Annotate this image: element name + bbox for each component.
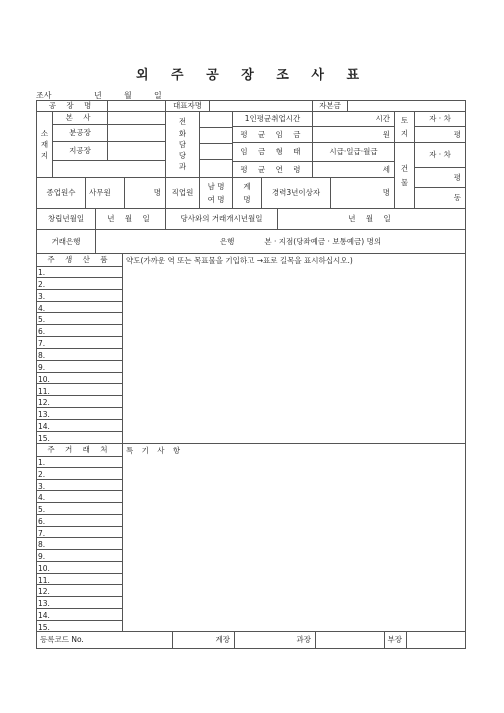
map-instruction: 약도(가까운 역 또는 목표물을 기입하고 →표로 길목을 표시하십시오.) bbox=[126, 256, 353, 265]
products-header: 주 생 산 품 bbox=[36, 253, 123, 267]
product-row[interactable] bbox=[36, 361, 123, 373]
partner-row[interactable] bbox=[36, 538, 123, 550]
date-prefix: 조사 bbox=[36, 91, 52, 100]
date-day: 일 bbox=[154, 91, 162, 100]
partner-row-number: 9. bbox=[38, 552, 46, 561]
product-row-number: 2. bbox=[38, 279, 46, 289]
branch-label: 분공장 bbox=[52, 124, 108, 142]
location-header: 소 재 지 bbox=[36, 111, 53, 178]
partner-row[interactable] bbox=[36, 456, 123, 468]
partner-row-number: 15. bbox=[38, 622, 50, 632]
partner-row-number: 10. bbox=[38, 563, 50, 573]
notes-area[interactable] bbox=[122, 443, 466, 632]
trade-start-label: 당사와의 거래개시년월일 bbox=[165, 208, 278, 230]
bank-branch: 본 · 지점(당좌예금 · 보통예금) 명의 bbox=[264, 236, 382, 246]
product-row-number: 5. bbox=[38, 315, 46, 325]
branch-field[interactable] bbox=[107, 124, 166, 142]
total-count[interactable]: 계 명 bbox=[232, 177, 262, 209]
product-row[interactable] bbox=[36, 325, 123, 337]
employee-count-label: 종업원수 bbox=[36, 177, 86, 209]
bank-label: 거래은행 bbox=[36, 229, 96, 254]
phone-field-1[interactable] bbox=[199, 111, 233, 128]
founded-field[interactable]: 년 월 일 bbox=[95, 208, 166, 230]
section-sign[interactable] bbox=[234, 631, 316, 649]
building-count[interactable]: 동 bbox=[414, 187, 466, 209]
avg-hours-field[interactable]: 시간 bbox=[312, 111, 395, 127]
worker-label: 직업원 bbox=[165, 177, 200, 209]
date-year: 년 bbox=[94, 91, 102, 100]
building-ownership[interactable]: 자 · 차 bbox=[414, 142, 466, 168]
capital-label: 자본금 bbox=[312, 100, 348, 112]
product-row[interactable] bbox=[36, 278, 123, 290]
product-row[interactable] bbox=[36, 302, 123, 314]
partner-row-number: 1. bbox=[38, 458, 46, 467]
partner-row-number: 11. bbox=[38, 575, 50, 585]
bank-field[interactable] bbox=[95, 229, 466, 254]
avg-wage-label: 평 균 임 금 bbox=[232, 126, 313, 143]
avg-age-field[interactable]: 세 bbox=[312, 161, 395, 178]
product-row-number: 9. bbox=[38, 362, 46, 372]
product-row[interactable] bbox=[36, 337, 123, 349]
product-row-number: 3. bbox=[38, 291, 46, 301]
notes-label: 특 기 사 항 bbox=[126, 446, 184, 455]
partner-row-number: 5. bbox=[38, 505, 46, 514]
wage-type-field[interactable]: 시급·일급·월급 bbox=[312, 142, 395, 162]
partner-row-number: 2. bbox=[38, 469, 46, 479]
section-label: 과장 bbox=[296, 635, 311, 645]
product-row-number: 8. bbox=[38, 350, 46, 360]
partner-row[interactable] bbox=[36, 491, 123, 503]
rep-name-label: 대표자명 bbox=[165, 100, 210, 112]
product-row-number: 7. bbox=[38, 339, 46, 349]
site-field[interactable] bbox=[107, 141, 166, 161]
wage-type-label: 임 금 형 태 bbox=[232, 142, 313, 162]
map-area[interactable] bbox=[122, 253, 466, 444]
gender-count[interactable]: 남 명 여 명 bbox=[199, 177, 233, 209]
experienced-field[interactable]: 명 bbox=[330, 177, 395, 209]
dept-label: 부장 bbox=[387, 635, 402, 645]
partner-row-number: 12. bbox=[38, 587, 50, 597]
avg-hours-label: 1인평균취업시간 bbox=[232, 111, 313, 127]
product-row-number: 6. bbox=[38, 327, 46, 337]
partner-row-number: 14. bbox=[38, 610, 50, 620]
product-row-number: 12. bbox=[38, 398, 50, 408]
product-row[interactable] bbox=[36, 290, 123, 302]
product-row-number: 11. bbox=[38, 386, 50, 396]
product-row[interactable] bbox=[36, 266, 123, 278]
building-label: 건 물 bbox=[394, 142, 415, 209]
form-title: 외 주 공 장 조 사 표 bbox=[135, 68, 369, 83]
product-row-number: 15. bbox=[38, 433, 50, 443]
trade-start-field[interactable]: 년 월 일 bbox=[277, 208, 466, 230]
partner-row[interactable] bbox=[36, 527, 123, 539]
partners-header: 주 거 래 처 bbox=[36, 443, 123, 457]
partner-row[interactable] bbox=[36, 480, 123, 492]
experienced-label: 경력3년이상자 bbox=[261, 177, 331, 209]
founded-label: 창립년월일 bbox=[36, 208, 96, 230]
partner-row-number: 8. bbox=[38, 540, 46, 550]
product-row-number: 4. bbox=[38, 303, 46, 313]
factory-name-label: 공 장 명 bbox=[36, 100, 108, 112]
partner-row[interactable] bbox=[36, 468, 123, 480]
chief-label: 계장 bbox=[215, 635, 230, 645]
phone-field-3[interactable] bbox=[199, 143, 233, 160]
bank-name: 은행 bbox=[219, 236, 235, 246]
partner-row[interactable] bbox=[36, 515, 123, 527]
partner-row-number: 7. bbox=[38, 528, 46, 538]
product-row[interactable] bbox=[36, 313, 123, 325]
land-ownership[interactable]: 자 · 차 bbox=[414, 111, 466, 127]
phone-field-4[interactable] bbox=[199, 159, 233, 178]
partner-row-number: 6. bbox=[38, 516, 46, 526]
partner-row-number: 13. bbox=[38, 599, 50, 608]
product-row-number: 1. bbox=[38, 268, 46, 277]
land-area[interactable]: 평 bbox=[414, 126, 466, 143]
dept-stamp[interactable] bbox=[406, 631, 466, 649]
partner-row-number: 3. bbox=[38, 481, 46, 491]
date-month: 월 bbox=[124, 91, 132, 100]
office-staff-label: 사무원 bbox=[85, 177, 125, 209]
main-office-label: 본 사 bbox=[52, 111, 108, 125]
site-label: 지공장 bbox=[52, 141, 108, 161]
dept-sign[interactable] bbox=[315, 631, 407, 649]
location-extra[interactable] bbox=[52, 160, 166, 178]
building-area[interactable]: 평 bbox=[414, 167, 466, 188]
phone-field-2[interactable] bbox=[199, 127, 233, 144]
product-row-number: 10. bbox=[38, 374, 50, 384]
partner-row-number: 4. bbox=[38, 493, 46, 503]
office-staff-field[interactable]: 명 bbox=[124, 177, 166, 209]
product-row[interactable] bbox=[36, 349, 123, 361]
avg-age-label: 평 균 연 령 bbox=[232, 161, 313, 178]
product-row-number: 13. bbox=[38, 410, 50, 420]
partner-row[interactable] bbox=[36, 550, 123, 562]
phone-contact-label: 전 화 담 당 과 bbox=[165, 111, 200, 178]
reg-code: 등록코드 No. bbox=[36, 631, 173, 649]
product-row-number: 14. bbox=[38, 422, 50, 432]
chief-sign[interactable] bbox=[172, 631, 235, 649]
land-label: 토 지 bbox=[394, 111, 415, 143]
main-office-field[interactable] bbox=[107, 111, 166, 125]
avg-wage-field[interactable]: 원 bbox=[312, 126, 395, 143]
partner-row[interactable] bbox=[36, 503, 123, 515]
